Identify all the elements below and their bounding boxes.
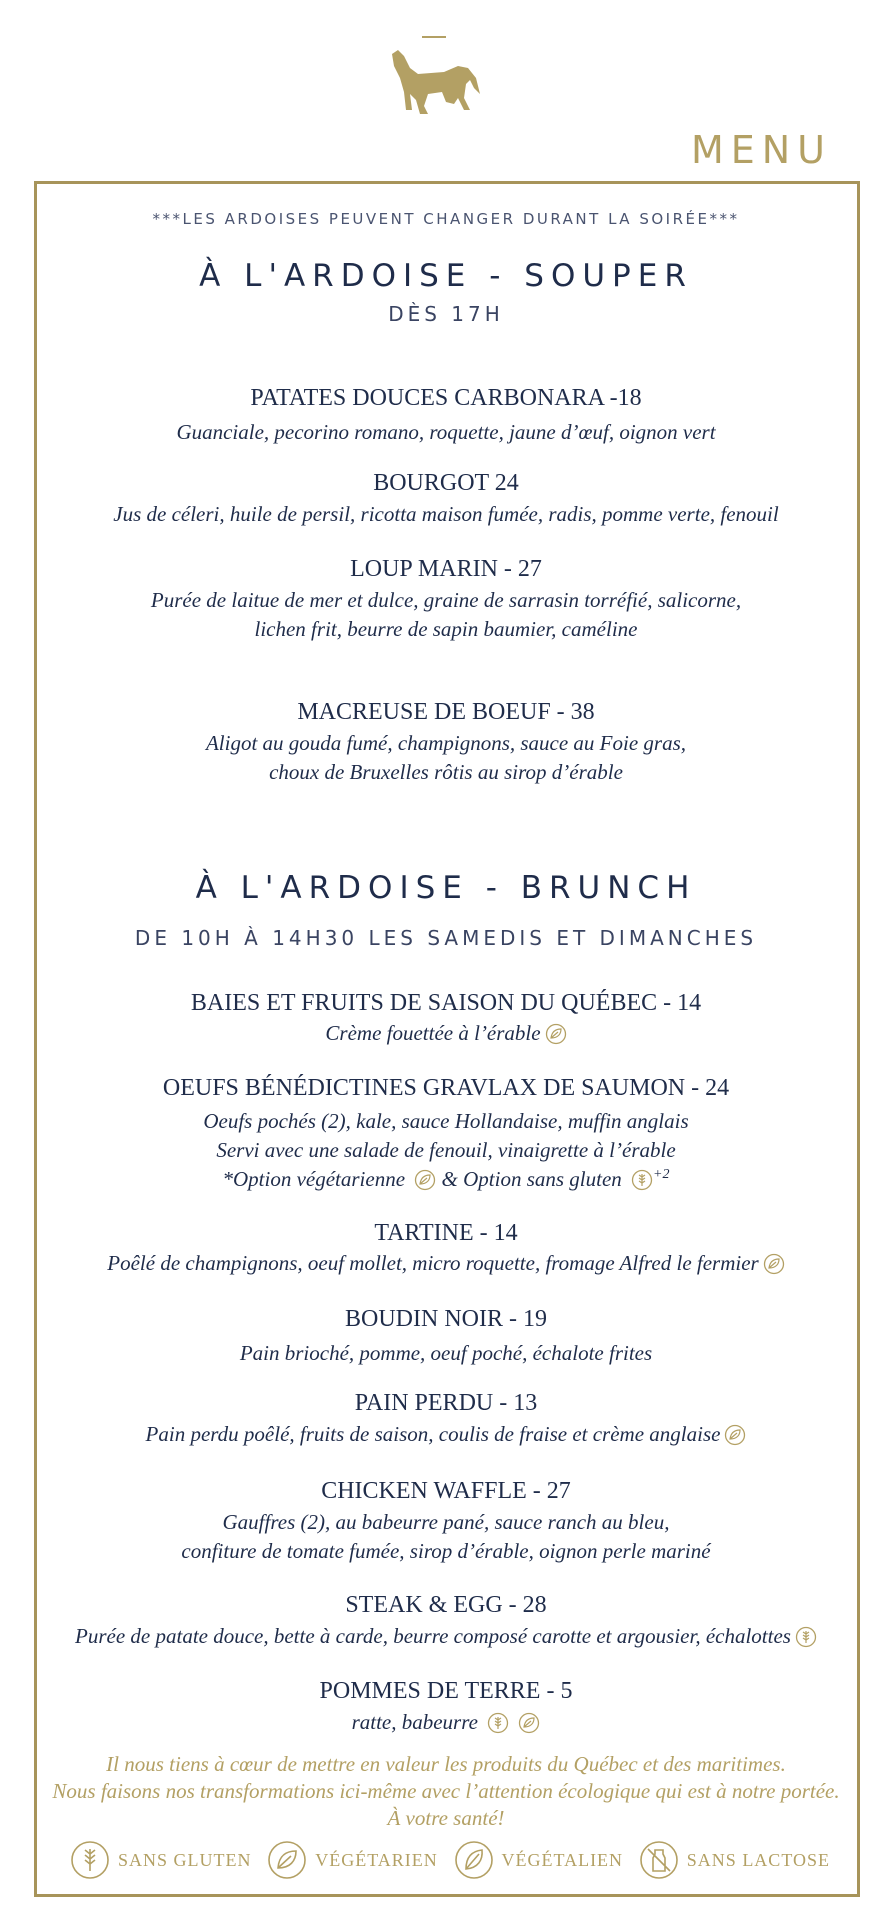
wheat-icon xyxy=(631,1169,653,1191)
souper-title: À L'ARDOISE - SOUPER xyxy=(199,258,693,294)
dish-desc: Gauffres (2), au babeurre pané, sauce ranch au bleu, xyxy=(222,1510,670,1534)
legend-sans-lactose xyxy=(639,1840,830,1880)
legend-label: VÉGÉTALIEN xyxy=(501,1849,624,1870)
dish-options: *Option végétarienne & Option sans gluten $^{+2}$ xyxy=(222,1167,670,1191)
dish-desc: Aligot au gouda fumé, champignons, sauce au Foie gras, xyxy=(205,731,687,755)
dish-name: MACREUSE DE BOEUF - 38 xyxy=(297,699,595,725)
dish-desc: Purée de patate douce, bette à carde, beurre composé carotte et argousier, échalottes xyxy=(0,1624,892,1649)
legend-vegetalien xyxy=(454,1840,624,1880)
legend-sans-gluten xyxy=(70,1840,252,1880)
menu-title: MENU xyxy=(690,128,832,172)
leaf-icon xyxy=(545,1023,567,1045)
dish-desc: Poêlé de champignons, oeuf mollet, micro roquette, fromage Alfred le fermier xyxy=(0,1251,892,1276)
wheat-icon xyxy=(487,1712,509,1734)
dish-name: POMMES DE TERRE - 5 xyxy=(319,1678,573,1704)
dish-name: OEUFS BÉNÉDICTINES GRAVLAX DE SAUMON - 24 xyxy=(162,1075,730,1101)
dish-name: STEAK & EGG - 28 xyxy=(345,1592,547,1618)
dish-desc: confiture de tomate fumée, sirop d’érable, oignon perle mariné xyxy=(181,1539,711,1563)
dish-name: BOURGOT 24 xyxy=(373,470,519,496)
leaf-icon xyxy=(724,1424,746,1446)
diet-legend xyxy=(70,1840,830,1880)
horse-logo-icon xyxy=(384,48,484,118)
header-dash xyxy=(422,36,446,38)
brunch-title: À L'ARDOISE - BRUNCH xyxy=(195,870,697,906)
wheat-icon xyxy=(795,1626,817,1648)
footer-note: À votre santé! xyxy=(387,1806,505,1830)
legend-label: SANS GLUTEN xyxy=(118,1849,252,1870)
footer-note: Il nous tiens à cœur de mettre en valeur les produits du Québec et des maritimes. xyxy=(106,1752,786,1776)
dish-desc: Pain perdu poêlé, fruits de saison, coulis de fraise et crème anglaise xyxy=(0,1422,892,1447)
dish-name: BAIES ET FRUITS DE SAISON DU QUÉBEC - 14 xyxy=(190,990,702,1016)
leaf-icon xyxy=(414,1169,436,1191)
leaf-icon xyxy=(267,1840,307,1880)
no-milk-icon xyxy=(639,1840,679,1880)
dish-desc: Oeufs pochés (2), kale, sauce Hollandaise, muffin anglais xyxy=(203,1109,689,1133)
dish-name: CHICKEN WAFFLE - 27 xyxy=(321,1478,571,1504)
dish-desc: choux de Bruxelles rôtis au sirop d’érable xyxy=(269,760,623,784)
dish-name: TARTINE - 14 xyxy=(374,1220,518,1246)
souper-subtitle: DÈS 17H xyxy=(388,302,504,326)
notice-text: ***LES ARDOISES PEUVENT CHANGER DURANT LA SOIRÉE*** xyxy=(152,210,740,228)
dish-desc: Pain brioché, pomme, oeuf poché, échalote frites xyxy=(239,1341,653,1365)
dish-name: PAIN PERDU - 13 xyxy=(354,1390,538,1416)
legend-vegetarien xyxy=(267,1840,438,1880)
dish-desc: Purée de laitue de mer et dulce, graine de sarrasin torréfié, salicorne, xyxy=(150,588,742,612)
dish-name: LOUP MARIN - 27 xyxy=(350,556,542,582)
leaf-icon xyxy=(518,1712,540,1734)
dish-name: BOUDIN NOIR - 19 xyxy=(345,1306,547,1332)
dish-desc: Jus de céleri, huile de persil, ricotta maison fumée, radis, pomme verte, fenouil xyxy=(113,502,779,526)
legend-label: VÉGÉTARIEN xyxy=(315,1849,438,1870)
wheat-icon xyxy=(70,1840,110,1880)
brunch-subtitle: DE 10H À 14H30 LES SAMEDIS ET DIMANCHES xyxy=(134,926,758,950)
dish-desc: ratte, babeurre xyxy=(0,1710,892,1735)
dish-desc: Guanciale, pecorino romano, roquette, jaune d’œuf, oignon vert xyxy=(176,420,716,444)
vegan-leaf-icon xyxy=(454,1840,494,1880)
leaf-icon xyxy=(763,1253,785,1275)
footer-note: Nous faisons nos transformations ici-même avec l’attention écologique qui est à notre portée. xyxy=(52,1779,840,1803)
dish-name: PATATES DOUCES CARBONARA -18 xyxy=(250,385,642,411)
dish-desc: Servi avec une salade de fenouil, vinaigrette à l’érable xyxy=(216,1138,676,1162)
legend-label: SANS LACTOSE xyxy=(686,1849,830,1870)
dish-desc: Crème fouettée à l’érable xyxy=(0,1021,892,1046)
dish-desc: lichen frit, beurre de sapin baumier, caméline xyxy=(254,617,638,641)
